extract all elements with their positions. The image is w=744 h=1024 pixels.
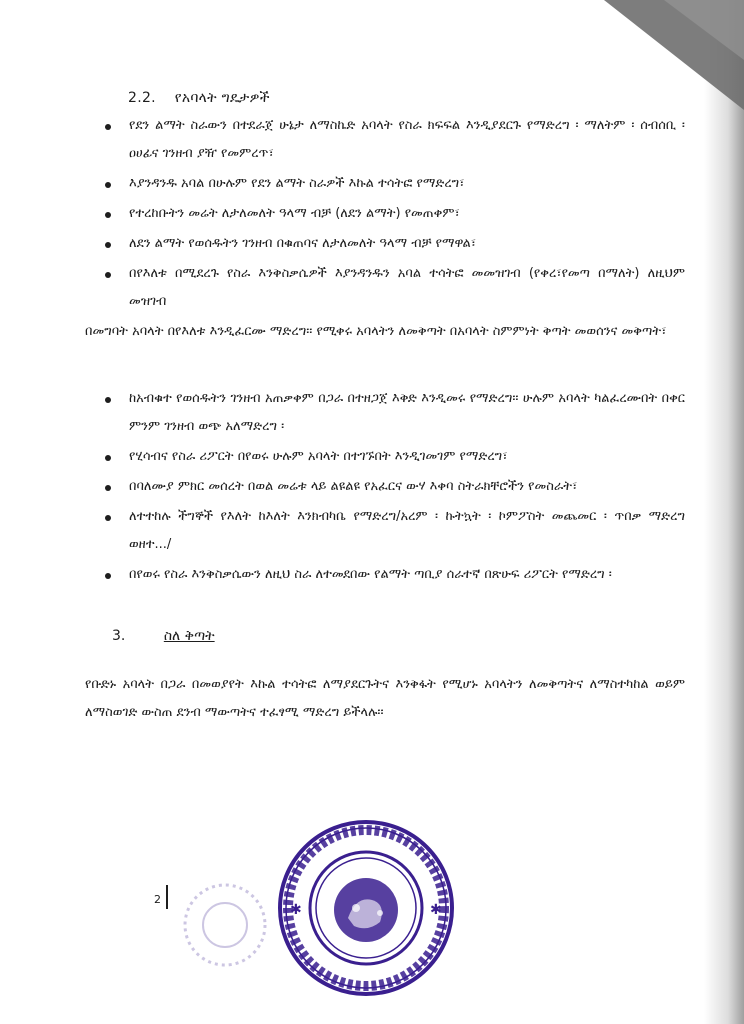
- bullet-icon: [105, 272, 111, 278]
- bullet-icon: [105, 242, 111, 248]
- list-item: በየወሩ የስራ እንቅስቃሴውን ለዚህ ስራ ለተመደበው የልማት ጣቢያ ሰራተኛ በጽሁፍ ሪፖርት የማድረግ ፡: [105, 561, 685, 589]
- list-item: ከአብቁተ የወሰዱትን ገንዘብ አጠቃቀም በጋራ በተዘጋጀ እቅድ እንዲመሩ የማድረግ፡፡ ሁሉም አባላት ካልፈረሙበት በቀር ምንም ገንዘብ ወጭ አለማድረግ ፡: [105, 385, 685, 441]
- section-title: ስለ ቅጣት: [163, 628, 215, 644]
- section-heading-3: [112, 628, 215, 644]
- list-item: የሂሳብና የስራ ሪፖርት በየወሩ ሁሉም አባላት በተገኙበት እንዲገመገም የማድረግ፣: [105, 443, 685, 471]
- svg-text:✱: ✱: [290, 902, 302, 918]
- page-number-bar: [166, 885, 168, 909]
- list-item: የደን ልማት ስራውን በተደራጀ ሁኔታ ለማስኬድ አባላት የስራ ክፍፍል እንዲያደርጉ የማድረግ ፡ ማለትም ፡ ሰብሰቢ ፡ ዐሀፊና ገንዘብ ያዥ የመምረጥ፣: [105, 112, 685, 168]
- scan-shadow-edge: [704, 0, 744, 1024]
- svg-text:✱: ✱: [430, 902, 442, 918]
- bullet-icon: [105, 124, 111, 130]
- bullet-icon: [105, 182, 111, 188]
- obligations-list-continued: [105, 385, 685, 591]
- obligations-list: [105, 112, 685, 318]
- bullet-icon: [105, 573, 111, 579]
- list-item: እያንዳንዱ አባል በሁሉም የደን ልማት ስራዎች እኩል ተሳትፎ የማድረግ፣: [105, 170, 685, 198]
- bullet-icon: [105, 455, 111, 461]
- paragraph: የቡድኑ አባላት በጋራ በመወያየት እኩል ተሳትፎ ለማያደርጉትና እንቅፋት የሚሆኑ አባላትን ለመቅጣትና ለማስተካከል ወይም ለማስወገድ ውስጠ ደንብ ማውጣትና ተፈፃሚ ማድረግ ይችላሉ፡፡: [85, 677, 685, 720]
- list-item: በየእለቱ በሚደረጉ የስራ እንቅስቃሴዎች እያንዳንዱን አባል ተሳትፎ መመዝገብ (የቀረ፣የመጣ በማለት) ለዚህም መዝገብ: [105, 260, 685, 316]
- list-item: ለደን ልማት የወሰዱትን ገንዘብ በቁጠባና ለታለመለት ዓላማ ብቻ የማዋል፣: [105, 230, 685, 258]
- paragraph: በመግባት አባላት በየእለቱ እንዲፈርሙ ማድረግ፡፡ የሚቀሩ አባላትን ለመቅጣት በአባላት ስምምነት ቅጣት መወሰንና መቅጣት፣: [85, 324, 667, 339]
- folded-corner-shade: [664, 0, 744, 60]
- section-title: የአባላት ግዴታዎች: [174, 90, 270, 106]
- faint-stamp-impression: [180, 880, 270, 970]
- list-item: የተረከቡትን መሬት ለታለመለት ዓላማ ብቻ (ለደን ልማት) የመጠቀም፣: [105, 200, 685, 228]
- section-heading-2-2: [128, 90, 270, 106]
- bullet-icon: [105, 515, 111, 521]
- bullet-icon: [105, 212, 111, 218]
- list-item: በባለሙያ ምክር መሰረት በወል መሬቱ ላይ ልዩልዩ የአፈርና ውሃ እቀባ ስትራክቸሮችን የመስራት፣: [105, 473, 685, 501]
- page-number: 2: [154, 893, 161, 906]
- bullet-icon: [105, 485, 111, 491]
- list-item: ለተተከሉ ችግኞች የእለት ከእለት እንክብካቤ የማድረግ/አረም ፡ ኩትኳት ፡ ኮምፖስት መጨመር ፡ ጥበቃ ማድረግ ወዘተ.../: [105, 503, 685, 559]
- section-number: 3.: [112, 628, 126, 644]
- section-number: 2.2.: [128, 90, 156, 106]
- bullet-icon: [105, 397, 111, 403]
- official-seal-stamp: [276, 818, 456, 998]
